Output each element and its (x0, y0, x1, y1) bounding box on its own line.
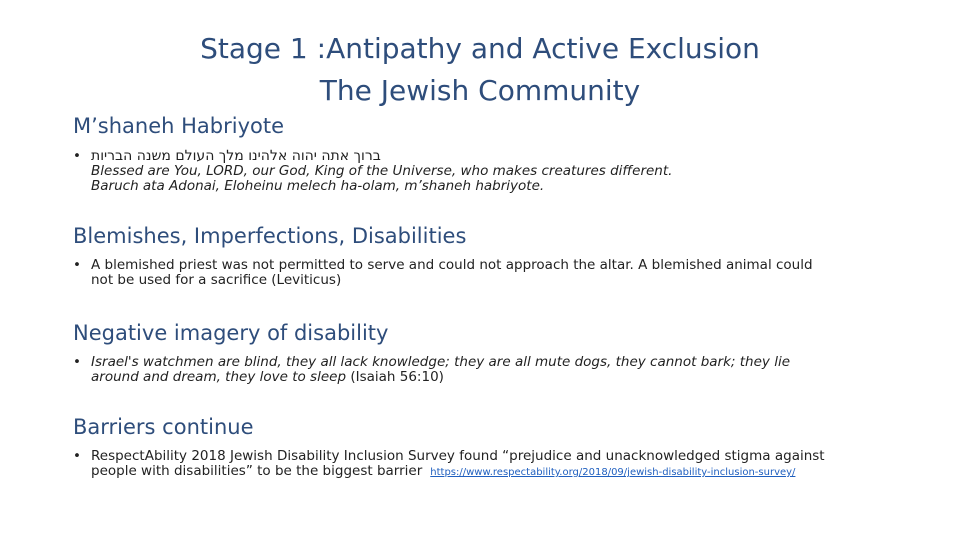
blessing-translation: Blessed are You, LORD, our God, King of the Universe, who makes creatures different. (91, 163, 673, 179)
bullet-respectability (73, 449, 933, 480)
isaiah-line-2: around and dream, they love to sleep (91, 369, 347, 385)
bullet-dot: • (73, 354, 81, 370)
barrier-line-2: people with disabilities” to be the biggest barrier (91, 463, 423, 479)
heading-blemishes: Blemishes, Imperfections, Disabilities (73, 224, 467, 248)
barrier-line-1: RespectAbility 2018 Jewish Disability Inclusion Survey found “prejudice and unacknowledged stigma against (91, 448, 825, 464)
bullet-dot: • (73, 257, 81, 273)
title-line-2: The Jewish Community (319, 74, 641, 107)
heading-negative-imagery: Negative imagery of disability (73, 321, 389, 345)
survey-link[interactable]: https://www.respectability.org/2018/09/jewish-disability-inclusion-survey/ (430, 467, 796, 478)
title-line-1: Stage 1 :Antipathy and Active Exclusion (200, 32, 760, 65)
bullet-dot: • (73, 448, 81, 464)
isaiah-reference: (Isaiah 56:10) (346, 369, 444, 385)
blessing-transliteration: Baruch ata Adonai, Eloheinu melech ha-olam, m’shaneh habriyote. (91, 178, 545, 194)
bullet-isaiah (73, 355, 933, 385)
bullet-blessing (73, 149, 933, 194)
heading-barriers: Barriers continue (73, 415, 254, 439)
slide-title (0, 28, 960, 112)
isaiah-line-1: Israel's watchmen are blind, they all lack knowledge; they are all mute dogs, they cannot bark; they lie (91, 354, 791, 370)
bullet-dot: • (73, 148, 81, 164)
bullet-blemished-priest (73, 258, 933, 288)
blemish-line-1: A blemished priest was not permitted to serve and could not approach the altar. A blemished animal could (91, 257, 813, 273)
hebrew-blessing: ברוך אתה יהוה אלהינו מלך העולם משנה הבריות (91, 148, 381, 164)
blemish-line-2: not be used for a sacrifice (Leviticus) (91, 272, 342, 288)
heading-mshaneh-habriyote: M’shaneh Habriyote (73, 114, 285, 138)
